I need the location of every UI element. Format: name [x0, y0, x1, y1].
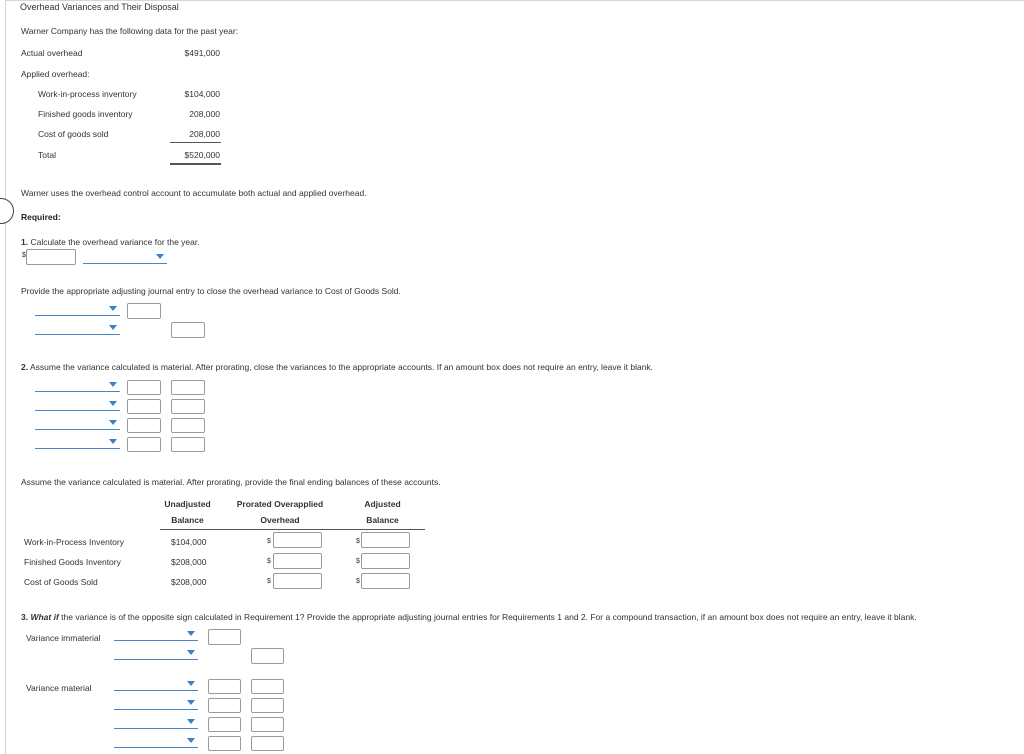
q2-number: 2. — [21, 362, 29, 372]
q3-what-if: What if — [30, 612, 59, 622]
q3-material-credit-input-2[interactable] — [251, 698, 284, 713]
q1-journal-account-dropdown-1[interactable] — [35, 305, 120, 316]
chevron-down-icon — [109, 420, 117, 425]
required-label: Required: — [21, 212, 61, 222]
q2-journal-account-dropdown-1[interactable] — [35, 381, 120, 392]
q2-journal-credit-input-1[interactable] — [171, 380, 205, 395]
dollar-sign: $ — [267, 578, 271, 585]
q3-body: the variance is of the opposite sign calculated in Requirement 1? Provide the appropriate adjusting journal entries for Requirements 1 and 2. For a compound transaction, if an amount box does not require an entry, leave it blank. — [58, 612, 917, 622]
q2-journal-account-dropdown-3[interactable] — [35, 419, 120, 430]
header-adjusted: Adjusted — [364, 499, 401, 509]
q2-journal-debit-input-2[interactable] — [127, 399, 161, 414]
q3-number: 3. — [21, 612, 29, 622]
q2-text — [21, 362, 653, 372]
variance-immaterial-label: Variance immaterial — [26, 633, 101, 643]
chevron-down-icon — [187, 738, 195, 743]
q3-material-debit-input-4[interactable] — [208, 736, 241, 751]
chevron-down-icon — [109, 439, 117, 444]
q3-material-account-dropdown-1[interactable] — [114, 680, 198, 691]
chevron-down-icon — [109, 401, 117, 406]
data-row-label: Work-in-process inventory — [38, 89, 137, 99]
total-label: Total — [38, 150, 56, 160]
chevron-down-icon — [109, 306, 117, 311]
header-overhead: Overhead — [260, 515, 300, 525]
adjusted-input-cogs[interactable] — [361, 573, 410, 589]
chevron-down-icon — [109, 325, 117, 330]
chevron-down-icon — [156, 254, 164, 259]
variance-material-label: Variance material — [26, 683, 92, 693]
q2-journal-credit-input-2[interactable] — [171, 399, 205, 414]
q3-material-credit-input-4[interactable] — [251, 736, 284, 751]
side-tab-circle[interactable] — [0, 198, 14, 224]
q1-number: 1. — [21, 237, 29, 247]
q2-journal-credit-input-4[interactable] — [171, 437, 205, 452]
left-border — [5, 0, 6, 754]
note-text: Warner uses the overhead control account to accumulate both actual and applied overhead. — [21, 188, 367, 198]
chevron-down-icon — [187, 650, 195, 655]
header-prorated: Prorated Overapplied — [236, 499, 324, 509]
q1-journal-debit-input-1[interactable] — [127, 303, 161, 319]
q3-material-debit-input-2[interactable] — [208, 698, 241, 713]
q3-material-debit-input-1[interactable] — [208, 679, 241, 694]
header-adjusted-balance: Balance — [366, 515, 399, 525]
q3-immaterial-account-dropdown-1[interactable] — [114, 630, 198, 641]
actual-overhead-label: Actual overhead — [21, 48, 83, 58]
q1-variance-type-dropdown[interactable] — [83, 253, 167, 264]
dollar-sign: $ — [356, 558, 360, 565]
q2-journal-credit-input-3[interactable] — [171, 418, 205, 433]
q1-dollar-sign: $ — [22, 252, 26, 259]
q1-journal-instruction: Provide the appropriate adjusting journal entry to close the overhead variance to Cost of Goods Sold. — [21, 286, 401, 296]
data-row-value: 208,000 — [189, 129, 220, 139]
chevron-down-icon — [187, 700, 195, 705]
q2-journal-debit-input-3[interactable] — [127, 418, 161, 433]
balance-row-label: Finished Goods Inventory — [24, 557, 121, 567]
total-double-rule — [170, 163, 221, 165]
q3-immaterial-account-dropdown-2[interactable] — [114, 649, 198, 660]
q3-text — [21, 612, 917, 622]
q2-balances-instruction: Assume the variance calculated is material. After prorating, provide the final ending balances of these accounts. — [21, 477, 441, 487]
q3-material-account-dropdown-4[interactable] — [114, 737, 198, 748]
actual-overhead-value: $491,000 — [184, 48, 220, 58]
q3-material-credit-input-1[interactable] — [251, 679, 284, 694]
intro-text: Warner Company has the following data for the past year: — [21, 26, 239, 36]
dollar-sign: $ — [267, 558, 271, 565]
q1-variance-amount-input[interactable] — [26, 249, 76, 265]
header-balance: Balance — [171, 515, 204, 525]
balance-row-label: Cost of Goods Sold — [24, 577, 98, 587]
data-row-label: Cost of goods sold — [38, 129, 109, 139]
q2-journal-account-dropdown-4[interactable] — [35, 438, 120, 449]
prorated-input-wip[interactable] — [273, 532, 322, 548]
dollar-sign: $ — [356, 578, 360, 585]
data-row-value: $104,000 — [184, 89, 220, 99]
subtotal-rule — [170, 142, 221, 143]
total-value: $520,000 — [184, 150, 220, 160]
q2-journal-debit-input-1[interactable] — [127, 380, 161, 395]
q1-text — [21, 237, 200, 247]
chevron-down-icon — [187, 681, 195, 686]
q3-material-account-dropdown-3[interactable] — [114, 718, 198, 729]
top-border — [5, 0, 1024, 1]
q3-material-debit-input-3[interactable] — [208, 717, 241, 732]
q1-body: Calculate the overhead variance for the year. — [28, 237, 200, 247]
data-row-value: 208,000 — [189, 109, 220, 119]
data-row-label: Finished goods inventory — [38, 109, 133, 119]
q3-immaterial-credit-input-2[interactable] — [251, 648, 284, 664]
header-unadjusted: Unadjusted — [164, 499, 211, 509]
balance-row-label: Work-in-Process Inventory — [24, 537, 124, 547]
q2-journal-account-dropdown-2[interactable] — [35, 400, 120, 411]
dollar-sign: $ — [267, 538, 271, 545]
header-rule — [160, 529, 425, 530]
q3-material-account-dropdown-2[interactable] — [114, 699, 198, 710]
adjusted-input-wip[interactable] — [361, 532, 410, 548]
chevron-down-icon — [187, 719, 195, 724]
balance-row-unadjusted: $208,000 — [171, 577, 207, 587]
q1-journal-account-dropdown-2[interactable] — [35, 324, 120, 335]
adjusted-input-fg[interactable] — [361, 553, 410, 569]
balance-row-unadjusted: $104,000 — [171, 537, 207, 547]
q1-journal-credit-input-2[interactable] — [171, 322, 205, 338]
q3-material-credit-input-3[interactable] — [251, 717, 284, 732]
chevron-down-icon — [187, 631, 195, 636]
q3-immaterial-debit-input-1[interactable] — [208, 629, 241, 645]
page-title: Overhead Variances and Their Disposal — [20, 2, 179, 12]
prorated-input-fg[interactable] — [273, 553, 322, 569]
q2-journal-debit-input-4[interactable] — [127, 437, 161, 452]
applied-overhead-label: Applied overhead: — [21, 69, 90, 79]
balance-row-unadjusted: $208,000 — [171, 557, 207, 567]
q2-body: Assume the variance calculated is material. After prorating, close the variances to the appropriate accounts. If an amount box does not require an entry, leave it blank. — [28, 362, 654, 372]
dollar-sign: $ — [356, 538, 360, 545]
prorated-input-cogs[interactable] — [273, 573, 322, 589]
chevron-down-icon — [109, 382, 117, 387]
